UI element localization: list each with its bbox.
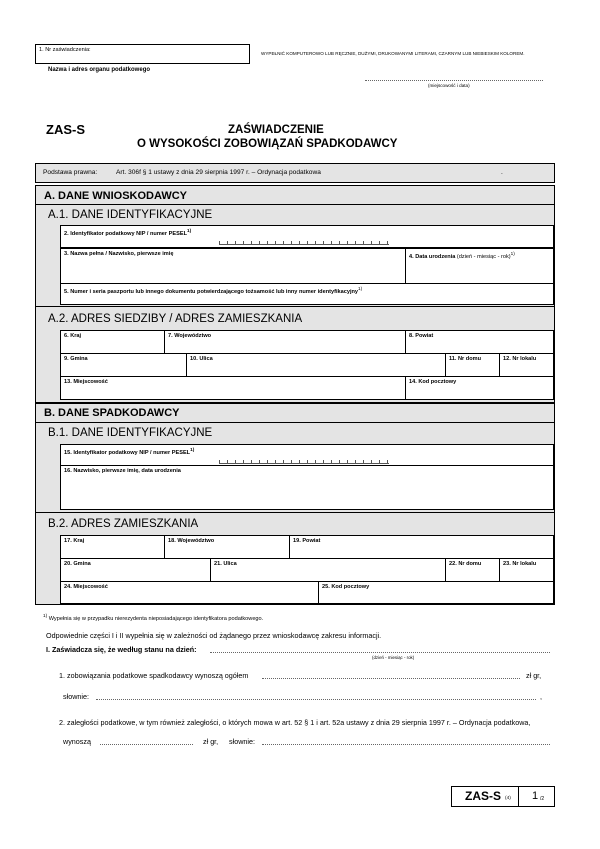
item-1-words-label: słownie: [63, 692, 89, 701]
field-3-name[interactable] [60, 248, 406, 284]
field-10-label: 10. Ulica [190, 356, 213, 362]
field-16-name-birth[interactable] [60, 465, 554, 510]
part-1-label: I. Zaświadcza się, że według stanu na dzień: [46, 645, 197, 654]
nip-digit-ticks-b [219, 459, 389, 464]
field-24-city[interactable] [60, 581, 319, 604]
field-14-label: 14. Kod pocztowy [409, 379, 457, 385]
item-1-words-line[interactable] [96, 699, 536, 700]
field-23-flat-no[interactable] [499, 558, 554, 582]
field-14-postal-code[interactable] [405, 376, 554, 400]
footer-page: 1 [532, 790, 539, 802]
field-2-nip-pesel[interactable] [60, 225, 554, 248]
section-b-title: B. DANE SPADKODAWCY [44, 407, 180, 419]
field-17-country[interactable] [60, 535, 165, 559]
field-9-label: 9. Gmina [64, 356, 88, 362]
field-20-label: 20. Gmina [64, 561, 91, 567]
item-1-amount-line[interactable] [262, 678, 520, 679]
field-8-label: 8. Powiat [409, 333, 434, 339]
field-12-flat-no[interactable] [499, 353, 554, 377]
footer-form-code: ZAS-S [465, 789, 501, 803]
footer-version: (4) [505, 796, 511, 801]
form-title-line1: ZAŚWIADCZENIE [228, 124, 324, 136]
field-16-label: 16. Nazwisko, pierwsze imię, data urodzenia [64, 468, 181, 474]
completion-note: Odpowiednie części I i II wypełnia się w zależności od żądanego przez wnioskodawcę zakresu informacji. [46, 631, 382, 640]
certificate-number-box[interactable] [35, 44, 250, 64]
field-6-label: 6. Kraj [64, 333, 82, 339]
item-1-comma: , [540, 692, 542, 701]
status-date-line[interactable] [210, 652, 550, 653]
section-b2-title: B.2. ADRES ZAMIESZKANIA [48, 518, 199, 530]
footer-pages: /2 [540, 796, 545, 802]
section-a-title: A. DANE WNIOSKODAWCY [44, 190, 187, 202]
field-20-municipality[interactable] [60, 558, 211, 582]
field-12-label: 12. Nr lokalu [503, 356, 537, 362]
place-date-hint: (miejscowość i data) [428, 83, 470, 88]
tax-office-label: Nazwa i adres organu podatkowego [48, 67, 151, 73]
field-11-house-no[interactable] [445, 353, 500, 377]
field-24-label: 24. Miejscowość [64, 584, 108, 590]
field-22-label: 22. Nr domu [449, 561, 482, 567]
field-11-label: 11. Nr domu [449, 356, 482, 362]
certificate-number-label: 1. Nr zaświadczenia: [39, 47, 91, 53]
field-5-document[interactable] [60, 283, 554, 305]
field-22-house-no[interactable] [445, 558, 500, 582]
legal-basis-box [35, 163, 555, 183]
nip-digit-ticks [219, 240, 389, 245]
footer-divider [518, 787, 519, 806]
item-1-label: 1. zobowiązania podatkowe spadkodawcy wynoszą ogółem [59, 671, 249, 680]
item-2-words-label: słownie: [229, 737, 255, 746]
field-17-label: 17. Kraj [64, 538, 85, 544]
item-2-amount-label: wynoszą [63, 737, 91, 746]
legal-basis-dot: . [501, 169, 503, 176]
section-a2-title: A.2. ADRES SIEDZIBY / ADRES ZAMIESZKANIA [48, 313, 303, 325]
field-9-municipality[interactable] [60, 353, 187, 377]
field-21-street[interactable] [210, 558, 446, 582]
item-1-zl-gr: zł gr, [526, 671, 542, 680]
item-2-zl-gr: zł gr, [203, 737, 219, 746]
field-21-label: 21. Ulica [214, 561, 237, 567]
legal-basis-label: Podstawa prawna: [43, 169, 98, 176]
field-13-city[interactable] [60, 376, 406, 400]
item-2-words-line[interactable] [262, 744, 550, 745]
item-2-label: 2. zaległości podatkowe, w tym również zaległości, o których mowa w art. 52 § 1 i art. 52a ustawy z dnia 29 sierpnia 1997 r. – Ordynacja podatkowa, [59, 718, 531, 727]
footer-form-code-box [451, 786, 555, 807]
field-18-label: 18. Województwo [168, 538, 215, 544]
field-7-voivodeship[interactable] [164, 330, 406, 354]
place-date-line[interactable] [365, 80, 543, 81]
field-7-label: 7. Województwo [168, 333, 212, 339]
form-title-line2: O WYSOKOŚCI ZOBOWIĄZAŃ SPADKODAWCY [137, 138, 398, 150]
field-19-district[interactable] [289, 535, 554, 559]
field-19-label: 19. Powiat [293, 538, 321, 544]
legal-basis-text: Art. 306f § 1 ustawy z dnia 29 sierpnia 1997 r. – Ordynacja podatkowa [116, 169, 321, 176]
section-b [35, 403, 555, 605]
field-4-label: 4. Data urodzenia (dzień - miesiąc - rok)$^{1)}$ [409, 251, 515, 260]
date-hint: (dzień - miesiąc - rok) [372, 655, 415, 660]
field-23-label: 23. Nr lokalu [503, 561, 537, 567]
field-18-voivodeship[interactable] [164, 535, 290, 559]
field-15-nip-pesel[interactable] [60, 444, 554, 466]
field-10-street[interactable] [186, 353, 446, 377]
field-4-birth-date[interactable] [405, 248, 554, 284]
form-code: ZAS-S [46, 122, 85, 137]
fill-instruction: WYPEŁNIĆ KOMPUTEROWO LUB RĘCZNIE, DUŻYMI, DRUKOWANYMI LITERAMI, CZARNYM LUB NIEBIESKIM KOLOREM. [261, 51, 525, 56]
field-25-postal-code[interactable] [318, 581, 554, 604]
footnote: $^{1)}$ Wypełnia się w przypadku nierezydenta nieposiadającego identyfikatora podatkowego. [43, 613, 264, 622]
field-15-label: 15. Identyfikator podatkowy NIP / numer PESEL$^{1)}$ [64, 447, 195, 456]
section-a [35, 185, 555, 403]
field-8-district[interactable] [405, 330, 554, 354]
section-b1-title: B.1. DANE IDENTYFIKACYJNE [48, 427, 213, 439]
section-a1-title: A.1. DANE IDENTYFIKACYJNE [48, 209, 213, 221]
field-2-label: 2. Identyfikator podatkowy NIP / numer PESEL$^{1)}$ [64, 228, 192, 237]
field-5-label: 5. Numer i seria paszportu lub innego dokumentu potwierdzającego tożsamość lub inny numer identyfikacyjny$^{1)}$ [64, 286, 363, 295]
field-6-country[interactable] [60, 330, 165, 354]
field-3-label: 3. Nazwa pełna / Nazwisko, pierwsze imię [64, 251, 174, 257]
field-25-label: 25. Kod pocztowy [322, 584, 370, 590]
item-2-amount-line[interactable] [100, 744, 193, 745]
field-13-label: 13. Miejscowość [64, 379, 108, 385]
